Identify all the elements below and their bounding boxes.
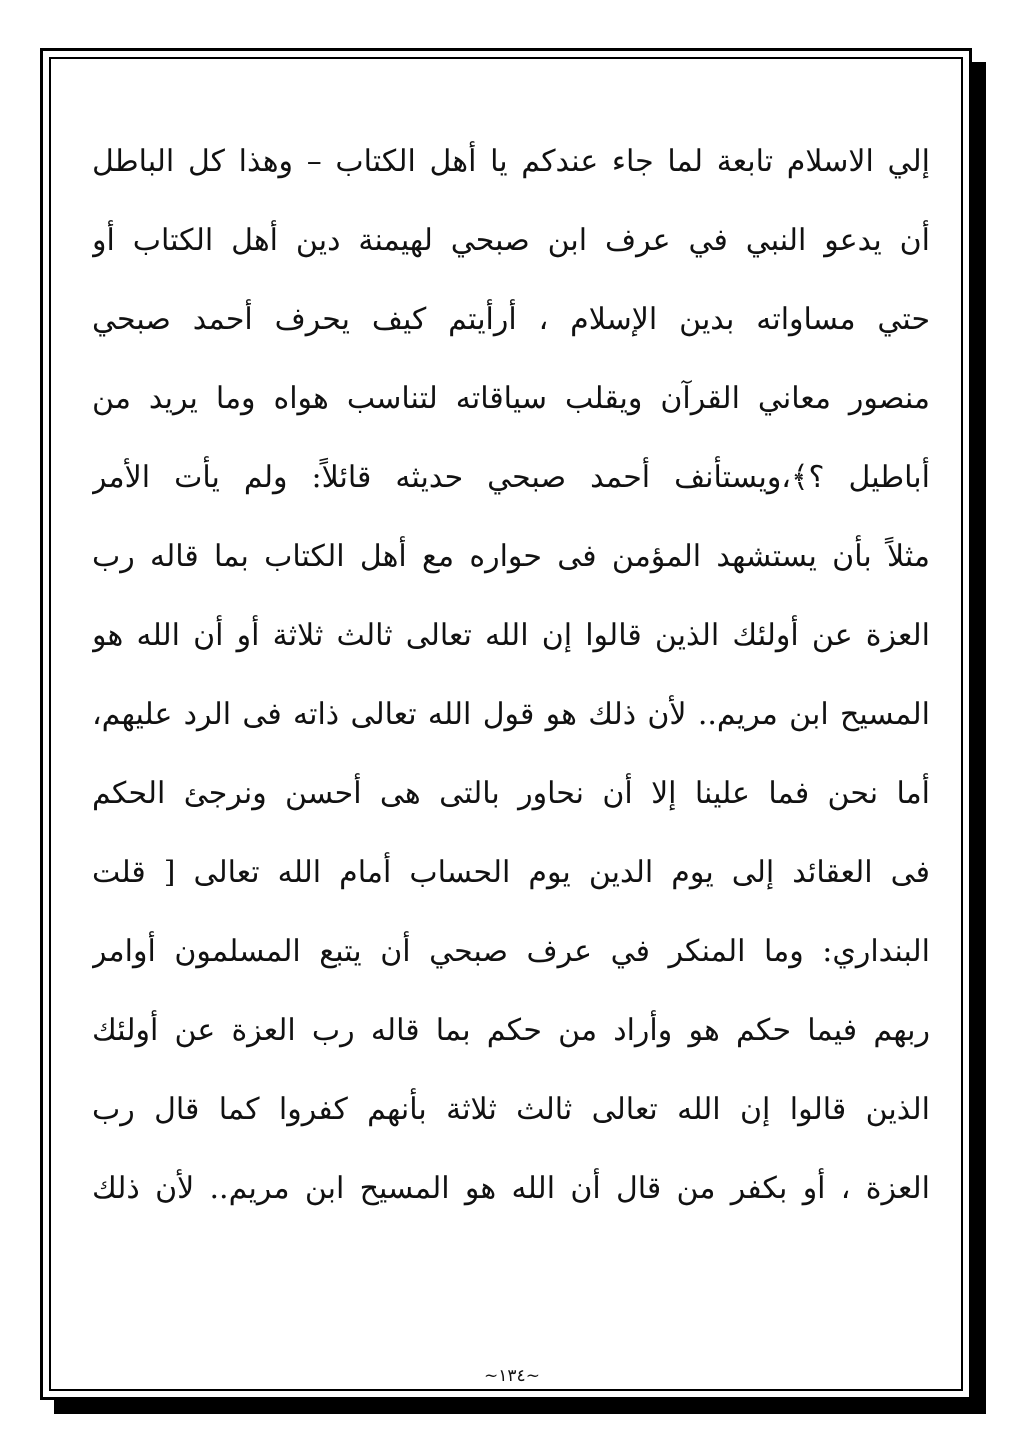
text-line-3: حتي مساواته بدين الإسلام ، أرأيتم كيف يحرف أحمد صبحي xyxy=(92,302,930,337)
text-line-6: مثلاً بأن يستشهد المؤمن فى حواره مع أهل الكتاب بما قاله رب xyxy=(92,539,930,574)
text-line-12: ربهم فيما حكم هو وأراد من حكم بما قاله رب العزة عن أولئك xyxy=(92,1013,930,1048)
text-line-10: فى العقائد إلى يوم الدين يوم الحساب أمام الله تعالى [ قلت xyxy=(92,855,930,890)
text-line-7: العزة عن أولئك الذين قالوا إن الله تعالى ثالث ثلاثة أو أن الله هو xyxy=(92,618,930,653)
body-text xyxy=(92,122,930,1228)
text-line-2: أن يدعو النبي في عرف ابن صبحي لهيمنة دين أهل الكتاب أو xyxy=(92,223,930,258)
page-number: ~١٣٤~ xyxy=(484,1366,540,1386)
text-line-13: الذين قالوا إن الله تعالى ثالث ثلاثة بأنهم كفروا كما قال رب xyxy=(92,1092,930,1127)
text-line-11: البنداري: وما المنكر في عرف صبحي أن يتبع المسلمون أوامر xyxy=(92,934,930,969)
text-line-8: المسيح ابن مريم.. لأن ذلك هو قول الله تعالى ذاته فى الرد عليهم، xyxy=(92,697,930,732)
text-line-14: العزة ، أو بكفر من قال أن الله هو المسيح ابن مريم.. لأن ذلك xyxy=(92,1171,930,1206)
text-line-9: أما نحن فما علينا إلا أن نحاور بالتى هى أحسن ونرجئ الحكم xyxy=(92,776,930,811)
text-line-5: أباطيل ؟﴾،ويستأنف أحمد صبحي حديثه قائلاً: ولم يأت الأمر xyxy=(92,460,930,495)
text-line-4: منصور معاني القرآن ويقلب سياقاته لتناسب هواه وما يريد من xyxy=(92,381,930,416)
text-line-1: إلي الاسلام تابعة لما جاء عندكم يا أهل الكتاب – وهذا كل الباطل xyxy=(92,144,930,179)
